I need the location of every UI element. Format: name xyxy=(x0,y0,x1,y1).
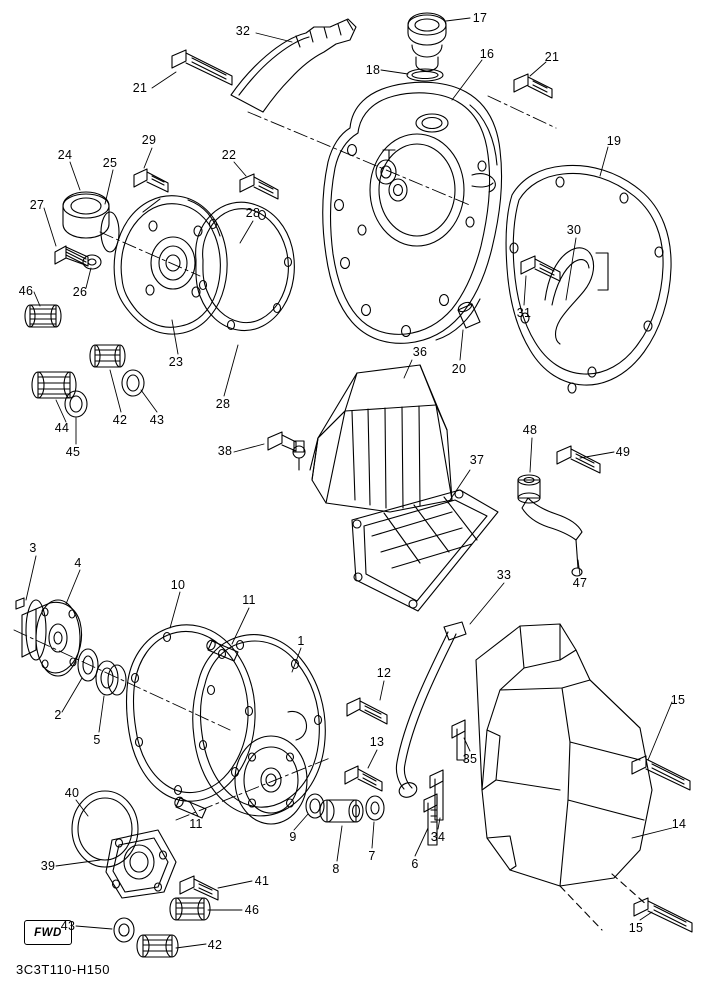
callout-43-lower: 43 xyxy=(60,918,76,933)
oil-strainer-37 xyxy=(352,490,498,611)
callout-11-upper: 11 xyxy=(242,592,256,607)
fwd-direction-badge: FWD xyxy=(24,920,72,945)
callout-14: 14 xyxy=(671,816,687,831)
crankcase-cover-main xyxy=(323,82,502,343)
callout-28-upper: 28 xyxy=(245,205,261,220)
impeller-housing-3-4 xyxy=(16,598,82,676)
oring-43-upper xyxy=(122,370,144,396)
callout-9: 9 xyxy=(289,829,297,844)
oil-filler-cap xyxy=(408,13,446,71)
callout-3: 3 xyxy=(29,540,37,555)
callout-44: 44 xyxy=(54,420,70,435)
callout-47: 47 xyxy=(572,575,588,590)
cover-gasket-19 xyxy=(506,165,671,393)
callout-7: 7 xyxy=(368,848,376,863)
callout-35: 35 xyxy=(462,751,478,766)
callout-13: 13 xyxy=(369,734,385,749)
washer-7 xyxy=(366,796,384,820)
seal-2 xyxy=(78,649,98,681)
small-cover-gasket-28 xyxy=(196,202,295,330)
callout-24: 24 xyxy=(57,147,73,162)
callout-38: 38 xyxy=(217,443,233,458)
plug-46-upper xyxy=(25,305,61,327)
callout-40: 40 xyxy=(64,785,80,800)
bolt-27 xyxy=(55,246,88,266)
bolt-22 xyxy=(240,174,278,199)
callout-10: 10 xyxy=(170,577,186,592)
callout-39: 39 xyxy=(40,858,56,873)
oring-45 xyxy=(65,391,87,417)
callout-23: 23 xyxy=(168,354,184,369)
callout-27: 27 xyxy=(29,197,45,212)
cover-plate-39 xyxy=(106,830,176,898)
callout-18: 18 xyxy=(365,62,381,77)
callout-16: 16 xyxy=(479,46,495,61)
callout-42-upper: 42 xyxy=(112,412,128,427)
cap-plug-24 xyxy=(63,192,119,252)
bolt-41 xyxy=(180,876,218,900)
callout-46-lower: 46 xyxy=(244,902,260,917)
part-code-label: 3C3T110-H150 xyxy=(16,962,110,977)
washer-5 xyxy=(96,661,126,695)
plug-42-lower xyxy=(137,935,178,957)
plug-8 xyxy=(320,800,363,822)
callout-32: 32 xyxy=(235,23,251,38)
callout-11-lower: 11 xyxy=(189,816,203,831)
callout-43-upper: 43 xyxy=(149,412,165,427)
callout-25: 25 xyxy=(102,155,118,170)
plug-46-lower xyxy=(170,898,210,920)
callout-5: 5 xyxy=(93,732,101,747)
callout-34: 34 xyxy=(430,829,446,844)
callout-31: 31 xyxy=(516,305,532,320)
callout-1: 1 xyxy=(297,633,305,648)
gasket-40 xyxy=(72,791,138,867)
callout-12: 12 xyxy=(376,665,392,680)
dowel-11-lower xyxy=(173,796,206,818)
callout-46-upper: 46 xyxy=(18,283,34,298)
bolt-21-right xyxy=(514,74,552,98)
callout-26: 26 xyxy=(72,284,88,299)
bolt-12 xyxy=(347,698,387,724)
callout-37: 37 xyxy=(469,452,485,467)
callout-30: 30 xyxy=(566,222,582,237)
callout-2: 2 xyxy=(54,707,62,722)
callout-20: 20 xyxy=(451,361,467,376)
bolt-29 xyxy=(134,169,168,192)
water-pipe-33 xyxy=(396,622,466,800)
bolt-15-upper xyxy=(632,756,690,790)
callout-36: 36 xyxy=(412,344,428,359)
bolt-13 xyxy=(345,766,382,791)
callout-15-upper: 15 xyxy=(670,692,686,707)
callout-41: 41 xyxy=(254,873,270,888)
engine-guard-14 xyxy=(476,624,652,886)
callout-15-lower: 15 xyxy=(628,920,644,935)
callout-22: 22 xyxy=(221,147,237,162)
callout-4: 4 xyxy=(74,555,82,570)
callout-8: 8 xyxy=(332,861,340,876)
callout-29: 29 xyxy=(141,132,157,147)
callout-17: 17 xyxy=(472,10,488,25)
callout-33: 33 xyxy=(496,567,512,582)
callout-42-lower: 42 xyxy=(207,937,223,952)
callout-21-top-left: 21 xyxy=(132,80,148,95)
bolt-31 xyxy=(521,256,560,281)
bolt-21-left xyxy=(172,50,232,85)
callout-48: 48 xyxy=(522,422,538,437)
callout-6: 6 xyxy=(411,856,419,871)
callout-19: 19 xyxy=(606,133,622,148)
callout-21-top-right: 21 xyxy=(544,49,560,64)
lever-47 xyxy=(522,498,582,576)
plug-42-upper xyxy=(90,345,125,367)
oil-pan-baffle-36 xyxy=(293,365,452,512)
callout-49: 49 xyxy=(615,444,631,459)
callout-45: 45 xyxy=(65,444,81,459)
bolt-38 xyxy=(268,432,296,451)
oring-43-lower xyxy=(114,918,134,942)
bolt-49 xyxy=(557,446,600,473)
callout-28-lower: 28 xyxy=(215,396,231,411)
